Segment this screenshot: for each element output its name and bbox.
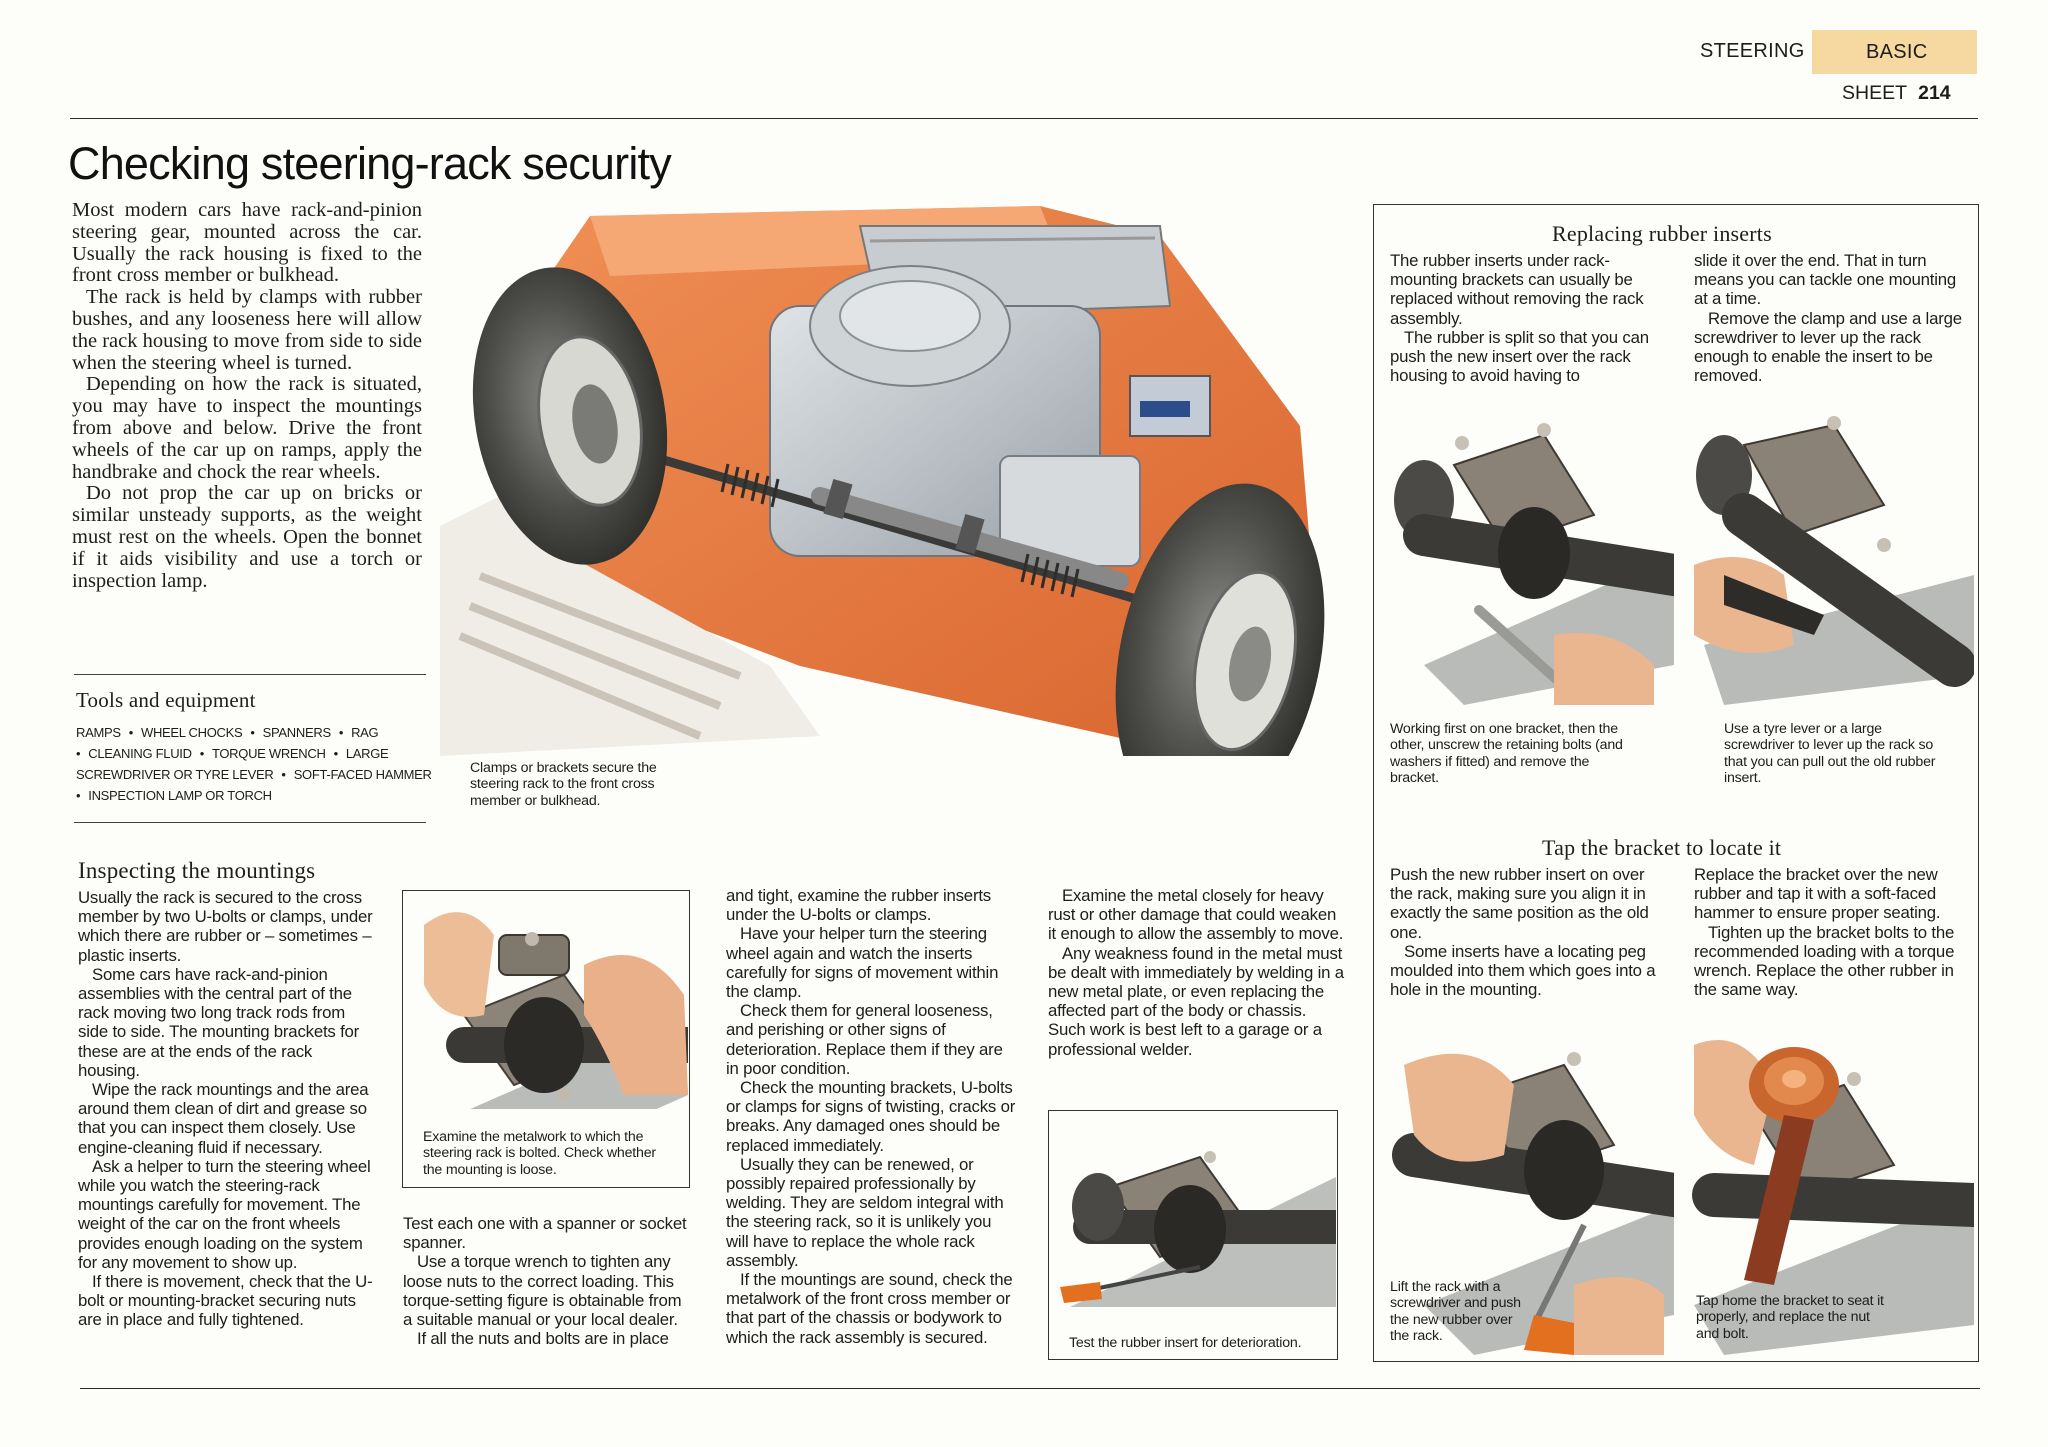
- tools-bottom-rule: [74, 822, 426, 823]
- tool-item: WHEEL CHOCKS: [141, 725, 243, 740]
- figure-caption: Examine the metalwork to which the steering rack is bolted. Check whether the mounting is loose.: [423, 1129, 656, 1178]
- body-paragraph: Usually they can be renewed, or possibly repaired professionally by welding. They are seldom integral with the steering rack, so it is unlikely you will have to replace the whole rack assembly.: [726, 1154, 1004, 1270]
- body-paragraph: Some inserts have a locating peg moulded into them which goes into a hole in the mounting.: [1390, 941, 1656, 1000]
- section-label: STEERING: [1700, 40, 1805, 62]
- body-paragraph: Tighten up the bracket bolts to the recommended loading with a torque wrench. Replace the other rubber in the same way.: [1694, 922, 1955, 1000]
- push-insert-caption: Lift the rack with a screwdriver and push the new rubber over the rack.: [1390, 1279, 1521, 1345]
- body-paragraph: If the mountings are sound, check the metalwork of the front cross member or that part of the chassis or bodywork to which the rack assembly is secured.: [726, 1270, 1013, 1347]
- body-paragraph: Push the new rubber insert on over the rack, making sure you align it in exactly the same position as the old one.: [1390, 865, 1649, 942]
- body-paragraph: Wipe the rack mountings and the area around them clean of dirt and grease so that you can inspect them closely. Use engine-cleaning fluid if necessary.: [78, 1080, 369, 1157]
- steering-rack-illustration: [440, 196, 1340, 846]
- sheet-number: 214: [1918, 82, 1951, 104]
- remove-bracket-caption: Working first on one bracket, then the other, unscrew the retaining bolts (and washers if fitted) and remove the bracket.: [1390, 721, 1623, 787]
- inspecting-col2: [403, 1214, 693, 1348]
- inspecting-heading: Inspecting the mountings: [78, 858, 316, 883]
- body-paragraph: Check the mounting brackets, U-bolts or clamps for signs of twisting, cracks or breaks. Any damaged ones should be replaced immediately.: [726, 1078, 1016, 1155]
- tool-item: SPANNERS: [262, 725, 331, 740]
- body-paragraph: Ask a helper to turn the steering wheel while you watch the steering-rack mountings carefully for movement. The weight of the car on the front wheels provides enough loading on the system for any movement to show up.: [78, 1156, 371, 1272]
- inspecting-col4: [1048, 886, 1346, 1059]
- intro-paragraph: Most modern cars have rack-and-pinion steering gear, mounted across the car. Usually the rack housing is fixed to the front cross member or bulkhead.: [72, 199, 422, 287]
- intro-paragraph: The rack is held by clamps with rubber bushes, and any looseness here will allow the rack housing to move from side to side when the steering wheel is turned.: [72, 286, 422, 374]
- remove-bracket-illustration: [1384, 405, 1674, 705]
- tool-item: SOFT-FACED HAMMER: [293, 767, 432, 782]
- body-paragraph: The rubber is split so that you can push the new insert over the rack housing to avoid having to: [1390, 327, 1649, 386]
- header-rule: [70, 118, 1978, 119]
- tap-left-text: [1390, 865, 1660, 999]
- inspecting-col3: [726, 886, 1018, 1347]
- footer-rule: [80, 1388, 1980, 1389]
- figure-caption: Test the rubber insert for deterioration.: [1069, 1335, 1302, 1351]
- sheet-label: [1842, 82, 1951, 105]
- intro-paragraph: Depending on how the rack is situated, you may have to inspect the mountings from above and below. Drive the front wheels of the car up on ramps, apply the handbrake and chock the rear wheels.: [72, 373, 422, 483]
- body-paragraph: The rubber inserts under rack-mounting brackets can usually be replaced without removing the rack assembly.: [1390, 251, 1644, 328]
- illustration-caption: Clamps or brackets secure the steering rack to the front cross member or bulkhead.: [470, 760, 657, 809]
- replacing-heading: Replacing rubber inserts: [1552, 221, 1772, 246]
- body-paragraph: Check them for general looseness, and perishing or other signs of deterioration. Replace them if they are in poor condition.: [726, 1001, 1003, 1078]
- replacing-panel: [1373, 204, 1979, 1362]
- tap-hammer-caption: Tap home the bracket to seat it properly, and replace the nut and bolt.: [1696, 1293, 1884, 1342]
- intro-paragraph: Do not prop the car up on bricks or similar unsteady supports, as the weight must rest on the wheels. Open the bonnet if it aids visibility and use a torch or inspection lamp.: [72, 482, 422, 592]
- replacing-right-text: [1694, 251, 1964, 385]
- tool-item: SCREWDRIVER OR TYRE LEVER: [76, 767, 274, 782]
- replacing-left-text: [1390, 251, 1660, 385]
- level-label: BASIC: [1866, 41, 1928, 63]
- intro-text: [72, 200, 422, 592]
- metalwork-figure: [402, 890, 690, 1188]
- tool-item: INSPECTION LAMP OR TORCH: [88, 788, 272, 803]
- inspecting-col1: [78, 888, 378, 1330]
- tool-item: TORQUE WRENCH: [211, 746, 326, 761]
- body-paragraph: Have your helper turn the steering wheel again and watch the inserts carefully for signs of movement within the clamp.: [726, 924, 999, 1002]
- lever-rack-illustration: [1684, 405, 1974, 705]
- rubber-test-figure: [1048, 1110, 1338, 1360]
- body-paragraph: If there is movement, check that the U-bolt or mounting-bracket securing nuts are in place and fully tightened.: [78, 1272, 373, 1330]
- sheet-word: SHEET: [1842, 82, 1907, 104]
- body-paragraph: and tight, examine the rubber inserts under the U-bolts or clamps.: [726, 886, 991, 925]
- tool-item: RAMPS: [76, 725, 121, 740]
- body-paragraph: Test each one with a spanner or socket spanner.: [403, 1214, 687, 1253]
- tools-top-rule: [74, 674, 426, 675]
- tool-item: CLEANING FLUID: [88, 746, 192, 761]
- body-paragraph: Use a torque wrench to tighten any loose nuts to the correct loading. This torque-setting figure is obtainable from a suitable manual or your local dealer.: [403, 1252, 682, 1330]
- tap-right-text: [1694, 865, 1969, 999]
- tools-list: RAMPS • WHEEL CHOCKS • SPANNERS • RAG • CLEANING FLUID • TORQUE WRENCH • LARGE SCREWDRIVER OR TYRE LEVER • SOFT-FACED HAMMER • INSPECTION LAMP OR TORCH: [76, 725, 432, 803]
- body-paragraph: Any weakness found in the metal must be dealt with immediately by welding in a new metal plate, or even replacing the affected part of the body or chassis. Such work is best left to a garage or a professional welder.: [1048, 943, 1344, 1059]
- body-paragraph: Usually the rack is secured to the cross member by two U-bolts or clamps, under which there are rubber or – sometimes – plastic inserts.: [78, 888, 373, 965]
- page-title: Checking steering-rack security: [68, 138, 671, 189]
- body-paragraph: Examine the metal closely for heavy rust or other damage that could weaken it enough to allow the assembly to move.: [1048, 886, 1344, 944]
- body-paragraph: If all the nuts and bolts are in place: [417, 1329, 669, 1349]
- tap-heading: Tap the bracket to locate it: [1542, 835, 1782, 860]
- body-paragraph: Remove the clamp and use a large screwdriver to lever up the rack enough to enable the insert to be removed.: [1694, 308, 1962, 386]
- body-paragraph: slide it over the end. That in turn means you can tackle one mounting at a time.: [1694, 251, 1957, 309]
- tool-item: RAG: [351, 725, 379, 740]
- body-paragraph: Some cars have rack-and-pinion assemblies with the central part of the rack moving two long track rods from side to side. The mounting brackets for these are at the ends of the rack housing.: [78, 964, 360, 1080]
- lever-rack-caption: Use a tyre lever or a large screwdriver to lever up the rack so that you can pull out the old rubber insert.: [1724, 721, 1936, 787]
- body-paragraph: Replace the bracket over the new rubber and tap it with a soft-faced hammer to ensure proper seating.: [1694, 865, 1941, 923]
- tools-heading: Tools and equipment: [76, 688, 256, 712]
